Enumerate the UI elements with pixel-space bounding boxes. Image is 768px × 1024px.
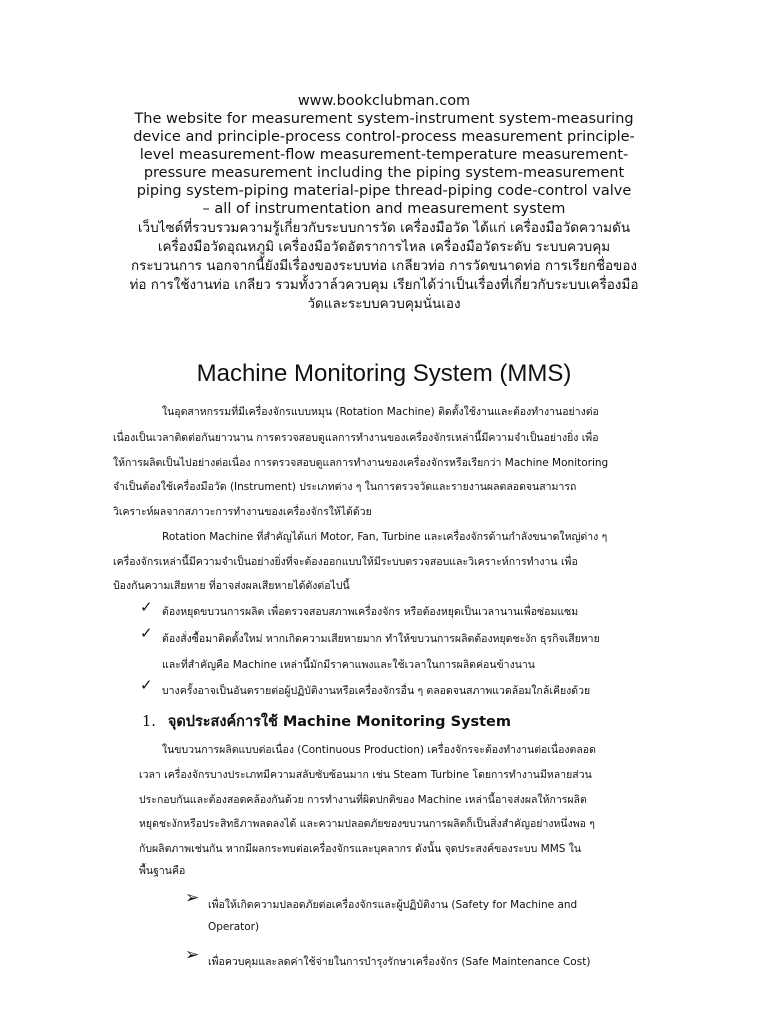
header-thai-line: เว็บไซต์ที่รวบรวมความรู้เกี่ยวกับระบบการวัด เครื่องมือวัด ได้แก่ เครื่องมือวัดความดัน [137, 220, 631, 236]
check-bullet-text: ต้องหยุดขบวนการผลิต เพื่อตรวจสอบสภาพเครื่องจักร หรือต้องหยุดเป็นเวลานานเพื่อซ่อมแซม [162, 606, 579, 618]
header-line: The website for measurement system-instrument system-measuring [134, 111, 634, 127]
section-heading [142, 710, 511, 733]
intro-line: ในอุตสาหกรรมที่มีเครื่องจักรแบบหมุน (Rotation Machine) ติดตั้งใช้งานและต้องทำงานอย่างต่อ [162, 406, 599, 418]
check-mark-icon: ✓ [140, 598, 153, 616]
website-url: www.bookclubman.com [297, 93, 471, 109]
section-title: จุดประสงค์การใช้ Machine Monitoring System [167, 714, 512, 730]
intro-line: Rotation Machine ที่สำคัญได้แก่ Motor, Fan, Turbine และเครื่องจักรด้านกำลังขนาดใหญ่ต่าง ๆ [162, 531, 608, 543]
check-mark-icon: ✓ [140, 624, 153, 642]
website-header [100, 92, 668, 314]
header-line: piping system-piping material-pipe thread-piping code-control valve [136, 183, 632, 199]
header-line: device and principle-process control-process measurement principle- [133, 129, 635, 145]
section-line: หยุดชะงักหรือประสิทธิภาพลดลงได้ และความปลอดภัยของขบวนการผลิตก็เป็นสิ่งสำคัญอย่างหนึ่งพอ ๆ [139, 818, 595, 830]
thai-description [100, 219, 668, 314]
check-bullet-text: และที่สำคัญคือ Machine เหล่านี้มักมีราคาแพงและใช้เวลาในการผลิตค่อนข้างนาน [162, 659, 535, 671]
header-thai-line: วัดและระบบควบคุมนั่นเอง [307, 296, 461, 312]
section-number: 1. [142, 714, 156, 730]
section-line: ประกอบกันและต้องสอดคล้องกันด้วย การทำงานที่ผิดปกติของ Machine เหล่านี้อาจส่งผลให้การผลิต [139, 794, 587, 806]
check-mark-icon: ✓ [140, 676, 153, 694]
arrow-bullet-text: เพื่อให้เกิดความปลอดภัยต่อเครื่องจักรและผู้ปฏิบัติงาน (Safety for Machine and [208, 899, 578, 911]
header-thai-line: กระบวนการ นอกจากนี้ยังมีเรื่องของระบบท่อ เกลียวท่อ การวัดขนาดท่อ การเรียกชื่อของ [130, 258, 638, 274]
header-line: pressure measurement including the piping system-measurement [143, 165, 625, 181]
arrow-bullet-icon: ➢ [185, 888, 200, 908]
arrow-bullet-text: Operator) [208, 921, 260, 933]
header-line: – all of instrumentation and measurement system [202, 201, 566, 217]
intro-line: ป้องกันความเสียหาย ที่อาจส่งผลเสียหายได้ดังต่อไปนี้ [113, 580, 350, 592]
check-bullet-text: ต้องสั่งซื้อมาติดตั้งใหม่ หากเกิดความเสียหายมาก ทำให้ขบวนการผลิตต้องหยุดชะงัก ธุรกิจเสียหาย [162, 633, 600, 645]
header-thai-line: เครื่องมือวัดอุณหภูมิ เครื่องมือวัดอัตราการไหล เครื่องมือวัดระดับ ระบบควบคุม [157, 239, 611, 255]
document-title: Machine Monitoring System (MMS) [196, 360, 572, 387]
check-bullet-text: บางครั้งอาจเป็นอันตรายต่อผู้ปฏิบัติงานหรือเครื่องจักรอื่น ๆ ตลอดจนสภาพแวดล้อมใกล้เคียงด้วย [162, 685, 591, 697]
section-line: พื้นฐานคือ [139, 865, 186, 877]
intro-line: จำเป็นต้องใช้เครื่องมือวัด (Instrument) ประเภทต่าง ๆ ในการตรวจวัดและรายงานผลตลอดจนสามารถ [113, 481, 577, 493]
english-description [100, 92, 668, 218]
intro-line: เครื่องจักรเหล่านี้มีความจำเป็นอย่างยิ่งที่จะต้องออกแบบให้มีระบบตรวจสอบและวิเคราะห์การทำงาน เพื่อ [113, 556, 578, 568]
header-line: level measurement-flow measurement-temperature measurement- [139, 147, 629, 163]
intro-line: เนื่องเป็นเวลาติดต่อกันยาวนาน การตรวจสอบดูแลการทำงานของเครื่องจักรเหล่านี้มีความจำเป็นอย่างยิ่ง เพื่อ [113, 432, 599, 444]
header-thai-line: ท่อ การใช้งานท่อ เกลียว รวมทั้งวาล์วควบคุม เรียกได้ว่าเป็นเรื่องที่เกี่ยวกับระบบเครื่องมือ [129, 277, 639, 293]
intro-line: วิเคราะห์ผลจากสภาวะการทำงานของเครื่องจักรให้ได้ด้วย [113, 506, 372, 518]
section-line: ในขบวนการผลิตแบบต่อเนื่อง (Continuous Production) เครื่องจักรจะต้องทำงานต่อเนื่องตลอด [162, 744, 596, 756]
intro-line: ให้การผลิตเป็นไปอย่างต่อเนื่อง การตรวจสอบดูแลการทำงานของเครื่องจักรหรือเรียกว่า Machine Monitoring [113, 457, 609, 469]
arrow-bullet-text: เพื่อควบคุมและลดค่าใช้จ่ายในการบำรุงรักษาเครื่องจักร (Safe Maintenance Cost) [208, 956, 591, 968]
arrow-bullet-icon: ➢ [185, 945, 200, 965]
section-line: กับผลิตภาพเช่นกัน หากมีผลกระทบต่อเครื่องจักรและบุคลากร ดังนั้น จุดประสงค์ของระบบ MMS ใน [139, 843, 582, 855]
section-line: เวลา เครื่องจักรบางประเภทมีความสลับซับซ้อนมาก เช่น Steam Turbine โดยการทำงานมีหลายส่วน [139, 769, 592, 781]
